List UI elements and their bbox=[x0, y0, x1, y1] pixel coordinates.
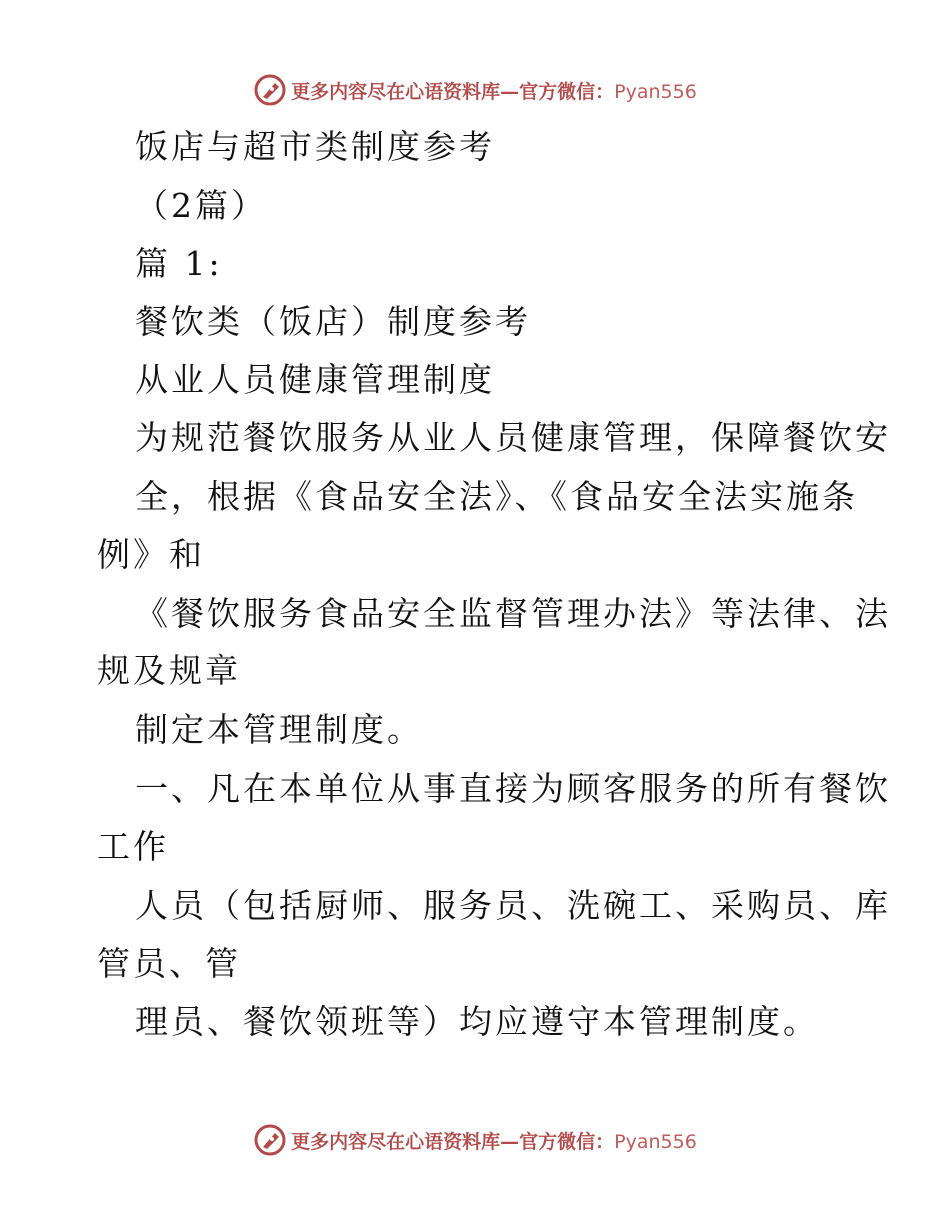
paragraph-line: 全，根据《食品安全法》、《食品安全法实施条 bbox=[135, 477, 858, 516]
paragraph-line: 理员、餐饮领班等）均应遵守本管理制度。 bbox=[135, 1002, 819, 1041]
paragraph-line: 例》和 bbox=[97, 535, 205, 574]
watermark-text: 更多内容尽在心语资料库—官方微信：Pyan556 bbox=[291, 80, 697, 103]
watermark-banner-top bbox=[0, 70, 950, 110]
paragraph-line: 《餐饮服务食品安全监督管理办法》等法律、法 bbox=[135, 594, 891, 633]
doc-title: 饭店与超市类制度参考 bbox=[135, 127, 495, 166]
section-heading: 篇 1: bbox=[135, 244, 223, 283]
pen-nib-circle-icon bbox=[253, 73, 287, 107]
paragraph-line: 规及规章 bbox=[97, 651, 241, 690]
paragraph-line: 人员（包括厨师、服务员、洗碗工、采购员、库 bbox=[135, 886, 891, 925]
regulation-title: 从业人员健康管理制度 bbox=[135, 360, 495, 399]
paragraph-line: 制定本管理制度。 bbox=[135, 710, 423, 749]
doc-subtitle: （2篇） bbox=[135, 186, 267, 225]
section-title: 餐饮类（饭店）制度参考 bbox=[135, 302, 531, 341]
paragraph-line: 管员、管 bbox=[97, 944, 241, 983]
watermark-banner-bottom bbox=[0, 1120, 950, 1160]
paragraph-line: 一、凡在本单位从事直接为顾客服务的所有餐饮 bbox=[135, 769, 891, 808]
paragraph-line: 为规范餐饮服务从业人员健康管理，保障餐饮安 bbox=[135, 418, 891, 457]
watermark-text: 更多内容尽在心语资料库—官方微信：Pyan556 bbox=[291, 1130, 697, 1153]
paragraph-line: 工作 bbox=[97, 827, 169, 866]
pen-nib-circle-icon bbox=[253, 1123, 287, 1157]
